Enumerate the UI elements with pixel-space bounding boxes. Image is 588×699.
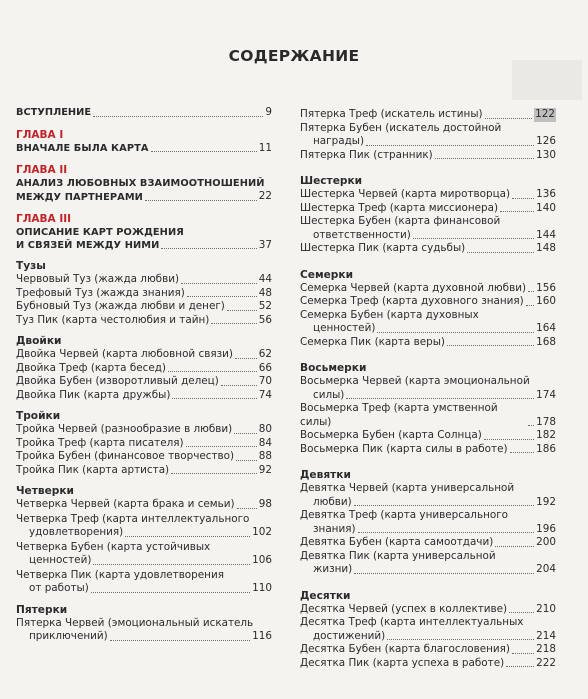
page-title: СОДЕРЖАНИЕ [228, 47, 360, 65]
page-number: 214 [536, 629, 556, 642]
entry-title-cont: ценностей) [313, 322, 376, 334]
dot-leader [168, 371, 257, 372]
entry-title: Туз Пик (карта честолюбия и тайн) [16, 313, 210, 326]
toc-entry[interactable] [300, 202, 556, 216]
entry-title-cont: ответственности) [313, 228, 411, 241]
entry-title: Восьмерка Пик (карта силы в работе) [300, 442, 508, 455]
toc-entry-line [300, 215, 556, 229]
toc-entry[interactable] [300, 563, 556, 577]
chapter-title-line: ОПИСАНИЕ КАРТ РОЖДЕНИЯ [16, 226, 184, 238]
toc-entry-line [300, 309, 556, 323]
toc-entry[interactable] [16, 526, 272, 540]
toc-entry[interactable] [300, 630, 556, 644]
entry-title: Пятерка Бубен (искатель достойной [300, 121, 502, 134]
entry-title: Тройка Бубен (финансовое творчество) [16, 450, 235, 462]
toc-entry[interactable] [300, 336, 556, 350]
dot-leader [187, 296, 257, 297]
section-heading-threes: Тройки [16, 410, 61, 422]
toc-entry-chapter-1[interactable] [16, 142, 272, 156]
dot-leader [435, 158, 535, 159]
page-number: 11 [258, 141, 272, 154]
dot-leader [171, 473, 257, 474]
entry-title: Девятка Червей (карта универсальной [300, 482, 515, 494]
dot-leader [366, 145, 534, 146]
page-number: 200 [536, 536, 556, 548]
section-heading-aces: Тузы [16, 260, 46, 272]
page-number: 92 [258, 463, 272, 476]
dot-leader [485, 118, 533, 119]
entry-title: ВСТУПЛЕНИЕ [16, 107, 92, 118]
dot-leader [377, 332, 534, 333]
toc-entry-line [16, 540, 272, 555]
entry-title: Трефовый Туз (жажда знания) [16, 286, 185, 299]
page-number: 80 [258, 423, 272, 435]
toc-entry[interactable] [300, 536, 556, 550]
toc-right-column [300, 108, 556, 670]
page-number: 48 [258, 286, 272, 299]
entry-title: Тройка Червей (разнообразие в любви) [16, 423, 233, 435]
section-heading-nines: Девятки [300, 469, 351, 481]
toc-entry[interactable] [300, 135, 556, 149]
entry-title: Девятка Треф (карта универсального [300, 509, 509, 521]
page-number: 22 [258, 190, 272, 202]
page-number-highlighted: 122 [535, 108, 555, 120]
toc-entry[interactable] [300, 643, 556, 657]
entry-title: Десятка Бубен (карта благословения) [300, 643, 510, 655]
entry-title: Бубновый Туз (жажда любви и денег) [16, 300, 225, 312]
dot-leader [145, 200, 257, 201]
toc-entry-line [300, 509, 556, 523]
page-number: 130 [536, 148, 556, 161]
dot-leader [234, 433, 257, 434]
page-number: 98 [258, 498, 272, 510]
section-heading-sixes: Шестерки [300, 175, 363, 187]
page-number: 218 [536, 643, 556, 655]
dot-leader [125, 536, 250, 537]
entry-title: Девятка Пик (карта универсальной [300, 549, 496, 562]
entry-title: Восьмерка Червей (карта эмоциональной [300, 375, 530, 387]
page-number: 37 [258, 238, 272, 251]
entry-title: Шестерка Червей (карта миротворца) [300, 188, 511, 200]
page-number: 52 [258, 300, 272, 312]
page-number: 56 [258, 313, 272, 326]
page-number: 204 [536, 563, 556, 575]
section-heading-twos: Двойки [16, 335, 62, 347]
background-watermark [512, 60, 582, 100]
toc-entry-line [300, 616, 556, 630]
entry-title: И СВЯЗЕЙ МЕЖДУ НИМИ [16, 240, 160, 251]
toc-entry-chapter-2[interactable] [16, 190, 272, 204]
dot-leader [93, 564, 250, 565]
entry-title: Тройка Треф (карта писателя) [16, 436, 184, 449]
toc-entry[interactable] [16, 464, 272, 478]
entry-title: Двойка Бубен (изворотливый делец) [16, 375, 219, 387]
toc-entry[interactable] [300, 603, 556, 617]
toc-entry[interactable] [300, 657, 556, 671]
toc-entry[interactable] [300, 496, 556, 510]
dot-leader [221, 385, 257, 386]
dot-leader [186, 446, 257, 447]
entry-title: МЕЖДУ ПАРТНЕРАМИ [16, 191, 143, 203]
entry-title-cont: знания) [313, 522, 356, 535]
toc-entry[interactable] [16, 554, 272, 568]
toc-entry-chapter-3[interactable] [16, 239, 272, 253]
entry-title: Тройка Пик (карта артиста) [16, 463, 170, 476]
dot-leader [447, 345, 534, 346]
dot-leader [506, 666, 534, 667]
entry-title-cont: любви) [313, 495, 352, 508]
entry-title-cont: силы) [313, 388, 345, 401]
entry-title: Восьмерка Треф (карта умственной силы) [300, 402, 498, 428]
dot-leader [236, 460, 257, 461]
dot-leader [346, 398, 534, 399]
entry-title: Четверка Пик (карта удовлетворения [16, 568, 224, 581]
dot-leader [413, 238, 534, 239]
toc-entry[interactable] [300, 188, 556, 202]
page-number: 148 [536, 242, 556, 254]
entry-title-cont: ценностей) [29, 554, 92, 566]
entry-title: Четверка Треф (карта интеллектуального [16, 512, 250, 525]
section-heading-fives: Пятерки [16, 603, 68, 616]
chapter-label-1: ГЛАВА I [16, 128, 64, 141]
dot-leader [467, 252, 534, 253]
dot-leader [509, 612, 534, 613]
page-number: 210 [536, 602, 556, 615]
toc-entry[interactable] [16, 375, 272, 389]
toc-entry[interactable] [300, 389, 556, 403]
section-heading-tens: Десятки [300, 589, 351, 602]
toc-entry[interactable] [16, 362, 272, 376]
entry-title: Четверка Бубен (карта устойчивых [16, 540, 211, 553]
chapter-label-3: ГЛАВА III [16, 212, 72, 225]
page-number: 9 [265, 106, 272, 118]
toc-entry[interactable] [16, 582, 272, 596]
page-number: 84 [258, 436, 272, 449]
entry-title-cont: жизни) [313, 563, 353, 575]
dot-leader [227, 310, 257, 311]
toc-entry-line [300, 550, 556, 564]
dot-leader [500, 211, 534, 212]
dot-leader [237, 508, 257, 509]
entry-title: Шестерка Треф (карта миссионера) [300, 201, 499, 214]
entry-title: Шестерка Бубен (карта финансовой [300, 215, 501, 227]
section-heading-eights: Восьмерки [300, 362, 367, 374]
toc-entry[interactable] [16, 389, 272, 403]
dot-leader [211, 323, 256, 324]
entry-title: Семерка Пик (карта веры) [300, 335, 445, 348]
entry-title: Десятка Червей (успех в коллективе) [300, 602, 508, 615]
dot-leader [526, 305, 534, 306]
entry-title: Семерка Бубен (карта духовных [300, 308, 479, 321]
toc-entry[interactable] [16, 630, 272, 644]
section-heading-sevens: Семерки [300, 268, 353, 281]
toc-entry[interactable] [16, 300, 272, 314]
toc-entry[interactable] [300, 229, 556, 243]
entry-title: Семерка Червей (карта духовной любви) [300, 281, 527, 294]
entry-title: Пятерка Треф (искатель истины) [300, 108, 483, 120]
entry-title-cont: достижений) [313, 629, 386, 642]
page-number: 160 [536, 295, 556, 307]
dot-leader [91, 592, 250, 593]
entry-title: Пятерка Пик (странник) [300, 148, 433, 161]
dot-leader [528, 425, 534, 426]
dot-leader [151, 151, 257, 152]
dot-leader [110, 640, 250, 641]
toc-entry[interactable] [300, 108, 556, 122]
dot-leader [512, 198, 534, 199]
entry-title: Двойка Треф (карта бесед) [16, 361, 166, 374]
toc-entry-intro[interactable] [16, 106, 272, 120]
chapter-label-2: ГЛАВА II [16, 164, 68, 176]
page-number: 110 [252, 582, 272, 594]
entry-title: Пятерка Червей (эмоциональный искатель [16, 616, 254, 629]
page-number: 88 [258, 450, 272, 462]
entry-title-cont: удовлетворения) [29, 526, 124, 538]
page-number: 168 [536, 335, 556, 348]
dot-leader [93, 116, 263, 117]
page-number: 102 [252, 526, 272, 538]
entry-title-cont: приключений) [29, 630, 108, 642]
entry-title: Червовый Туз (жажда любви) [16, 273, 180, 285]
page-number: 186 [536, 442, 556, 455]
page-number: 66 [258, 361, 272, 374]
page-number: 126 [536, 135, 556, 147]
dot-leader [161, 248, 256, 249]
toc-entry[interactable] [16, 287, 272, 301]
page-number: 178 [536, 415, 556, 428]
chapter-title-line: АНАЛИЗ ЛЮБОВНЫХ ВЗАИМООТНОШЕНИЙ [16, 178, 265, 189]
toc-entry-line [16, 568, 272, 583]
page-number: 182 [536, 429, 556, 441]
toc-entry-line [300, 375, 556, 389]
toc-entry[interactable] [300, 282, 556, 296]
toc-entry[interactable] [300, 443, 556, 457]
entry-title-cont: награды) [313, 135, 365, 147]
dot-leader [181, 283, 257, 284]
toc-left-column [16, 106, 272, 644]
entry-title-cont: от работы) [29, 582, 89, 594]
page-number: 192 [536, 495, 556, 508]
section-heading-fours: Четверки [16, 485, 74, 497]
toc-entry-line [16, 512, 272, 527]
toc-entry[interactable] [16, 348, 272, 362]
toc-entry-line [16, 617, 272, 631]
dot-leader [235, 358, 257, 359]
entry-title: Четверка Червей (карта брака и семьи) [16, 498, 235, 510]
page-number: 44 [258, 273, 272, 285]
entry-title: Двойка Червей (карта любовной связи) [16, 348, 233, 360]
entry-title: Десятка Треф (карта интеллектуальных [300, 616, 524, 628]
toc-entry[interactable] [16, 437, 272, 451]
page-number: 62 [258, 348, 272, 360]
entry-title: Восьмерка Бубен (карта Солнца) [300, 429, 482, 441]
entry-title: Двойка Пик (карта дружбы) [16, 388, 171, 401]
page-number: 70 [258, 375, 272, 387]
entry-title: ВНАЧАЛЕ БЫЛА КАРТА [16, 143, 149, 154]
toc-entry[interactable] [16, 450, 272, 464]
dot-leader [528, 291, 534, 292]
page-number: 156 [536, 281, 556, 294]
toc-entry[interactable] [300, 295, 556, 309]
dot-leader [354, 505, 534, 506]
entry-title: Девятка Бубен (карта самоотдачи) [300, 536, 494, 548]
toc-entry[interactable] [300, 149, 556, 163]
dot-leader [354, 573, 534, 574]
page-number: 174 [536, 388, 556, 401]
page-number: 222 [536, 656, 556, 669]
toc-entry[interactable] [16, 498, 272, 512]
page-number: 196 [536, 522, 556, 535]
page-number: 136 [536, 188, 556, 200]
entry-title: Десятка Пик (карта успеха в работе) [300, 656, 505, 669]
dot-leader [172, 398, 256, 399]
dot-leader [512, 653, 534, 654]
page-number: 144 [536, 228, 556, 241]
dot-leader [510, 452, 535, 453]
dot-leader [495, 546, 534, 547]
toc-entry[interactable] [300, 322, 556, 336]
dot-leader [387, 639, 534, 640]
toc-entry[interactable] [300, 402, 556, 429]
toc-entry-line [300, 482, 556, 496]
toc-entry[interactable] [300, 523, 556, 537]
toc-entry[interactable] [300, 429, 556, 443]
toc-entry[interactable] [300, 242, 556, 256]
dot-leader [484, 439, 534, 440]
toc-entry-line [300, 122, 556, 136]
entry-title: Семерка Треф (карта духовного знания) [300, 295, 524, 307]
entry-title: Шестерка Пик (карта судьбы) [300, 242, 466, 254]
page-number: 116 [252, 630, 272, 642]
toc-entry[interactable] [16, 273, 272, 287]
dot-leader [358, 532, 535, 533]
page-number: 164 [536, 322, 556, 334]
page-number: 140 [536, 201, 556, 214]
toc-entry[interactable] [16, 314, 272, 328]
page-number: 74 [258, 388, 272, 401]
page-number: 106 [252, 554, 272, 566]
toc-entry[interactable] [16, 423, 272, 437]
